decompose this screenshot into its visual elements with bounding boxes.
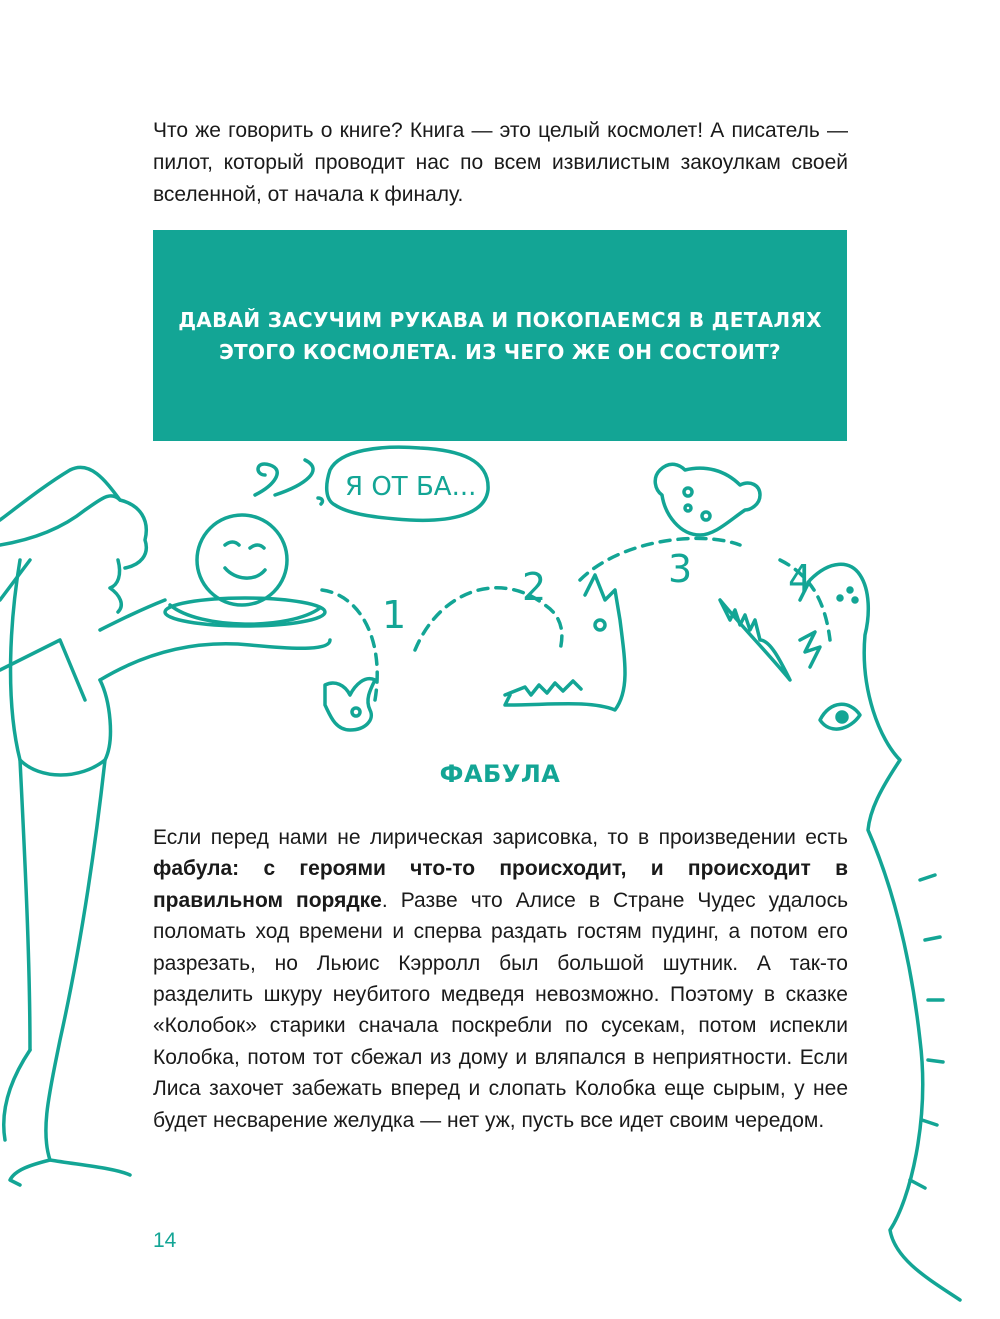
body-text-bold: фабула: с героями что-то происходит, и происходит в правильном порядке (153, 857, 848, 912)
step-number-1: 1 (382, 593, 407, 637)
body-text-end: . Разве что Алисе в Стране Чудес удалось поломать ход времени и сперва раздать гостям пудинг, а потом его разрезать, но Льюис Кэрролл был большой шутник. А так-то разделить шкуру неубитого медведя невозможно. Поэтому в сказке «Колобок» старики сначала поскребли по сусекам, потом испекли Колобка, потом тот сбежал из дому и вляпался в неприятности. Если Лиса захочет забежать вперед и слопать Колобка еще сырым, у нее будет несварение желудка — нет уж, пусть все идет своим чередом. (153, 888, 849, 1132)
speech-bubble-text: Я ОТ БА... (345, 472, 477, 502)
hare-figure (325, 679, 375, 730)
section-heading: ФАБУЛА (439, 760, 561, 788)
intro-paragraph: Что же говорить о книге? Книга — это целый космолет! А писатель — пилот, который проводит нас по всем извилистым закоулкам своей вселенной, от начала к финалу. (153, 119, 848, 206)
body-text-start: Если перед нами не лирическая зарисовка, то в произведении есть (153, 826, 848, 849)
step-number-4: 4 (788, 557, 813, 601)
callout-line-1: ДАВАЙ ЗАСУЧИМ РУКАВА И ПОКОПАЕМСЯ В ДЕТАЛЯХ (178, 307, 822, 332)
body-paragraph (153, 822, 848, 1136)
callout-banner (153, 230, 847, 441)
callout-line-2: ЭТОГО КОСМОЛЕТА. ИЗ ЧЕГО ЖЕ ОН СОСТОИТ? (219, 339, 781, 364)
bear-figure (655, 464, 760, 535)
page-number: 14 (153, 1229, 177, 1252)
step-number-3: 3 (668, 547, 693, 591)
callout-text (178, 304, 822, 368)
kolobok-on-tray (165, 460, 325, 626)
step-number-2: 2 (522, 565, 547, 609)
